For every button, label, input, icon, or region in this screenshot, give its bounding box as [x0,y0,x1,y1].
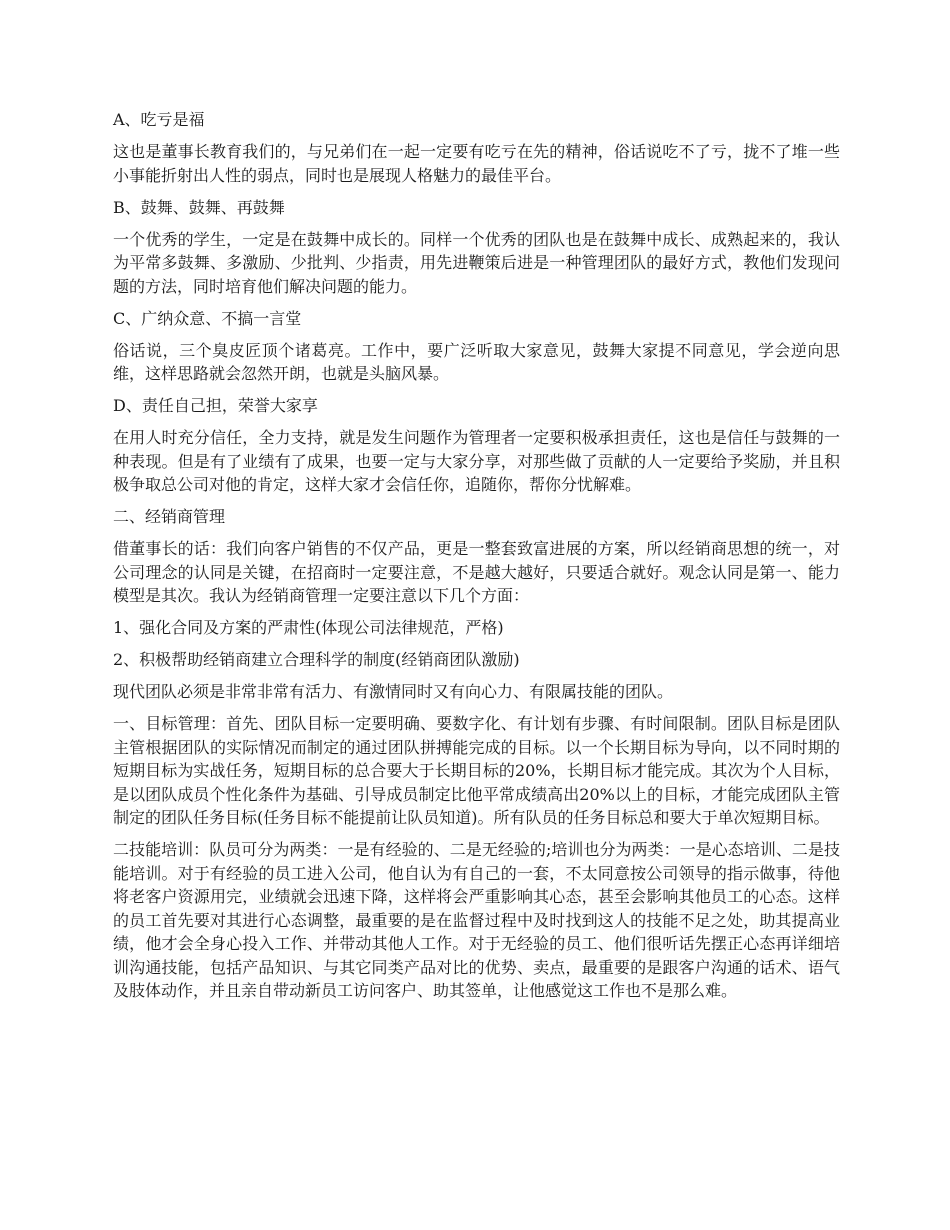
paragraph-b-body: 一个优秀的学生，一定是在鼓舞中成长的。同样一个优秀的团队也是在鼓舞中成长、成熟起来的，我认为平常多鼓舞、多激励、少批判、少指责，用先进鞭策后进是一种管理团队的最好方式，教他们发现问题的方法，同时培育他们解决问题的能力。 [113,229,840,296]
list-item-1: 1、强化合同及方案的严肃性(体现公司法律规范，严格) [113,618,504,637]
heading-a: A、吃亏是福 [113,110,205,129]
paragraph-goal-management: 一、目标管理：首先、团队目标一定要明确、要数字化、有计划有步骤、有时间限制。团队目标是团队主管根据团队的实际情况而制定的通过团队拼搏能完成的目标。以一个长期目标为导向，以不同时期的短期目标为实战任务，短期目标的总合要大于长期目标的20%，长期目标才能完成。其次为个人目标，是以团队成员个性化条件为基础、引导成员制定比他平常成绩高出20%以上的目标，才能完成团队主管制定的团队任务目标(任务目标不能提前让队员知道)。所有队员的任务目标总和要大于单次短期目标。 [113,714,840,827]
list-item-2: 2、积极帮助经销商建立合理科学的制度(经销商团队激励) [113,650,520,669]
section-heading-dealer-management: 二、经销商管理 [113,507,226,526]
paragraph-a-body: 这也是董事长教育我们的，与兄弟们在一起一定要有吃亏在先的精神，俗话说吃不了亏，拢不了堆一些小事能折射出人性的弱点，同时也是展现人格魅力的最佳平台。 [113,142,840,185]
paragraph-skill-training: 二技能培训：队员可分为两类：一是有经验的、二是无经验的;培训也分为两类：一是心态培训、二是技能培训。对于有经验的员工进入公司，他自认为有自己的一套，不太同意按公司领导的指示做事，待他将老客户资源用完，业绩就会迅速下降，这样将会严重影响其心态，甚至会影响其他员工的心态。这样的员工首先要对其进行心态调整，最重要的是在监督过程中及时找到这人的技能不足之处，助其提高业绩，他才会全身心投入工作、并带动其他人工作。对于无经验的员工、他们很听话先摆正心态再详细培训沟通技能，包括产品知识、与其它同类产品对比的优势、卖点，最重要的是跟客户沟通的话术、语气及肢体动作，并且亲自带动新员工访问客户、助其签单，让他感觉这工作也不是那么难。 [113,840,840,1000]
paragraph-modern-team: 现代团队必须是非常非常有活力、有激情同时又有向心力、有限属技能的团队。 [113,682,674,701]
heading-b: B、鼓舞、鼓舞、再鼓舞 [113,197,285,217]
heading-c: C、广纳众意、不搞一言堂 [113,308,302,328]
heading-d: D、责任自己担，荣誉大家享 [113,396,318,415]
paragraph-dealer-intro: 借董事长的话：我们向客户销售的不仅产品，更是一整套致富进展的方案，所以经销商思想的统一，对公司理念的认同是关键，在招商时一定要注意，不是越大越好，只要适合就好。观念认同是第一、能力模型是其次。我认为经销商管理一定要注意以下几个方面： [113,539,840,605]
document-page [113,108,840,1011]
paragraph-c-body: 俗话说，三个臭皮匠顶个诸葛亮。工作中，要广泛听取大家意见，鼓舞大家提不同意见，学会逆向思维，这样思路就会忽然开朗，也就是头脑风暴。 [113,340,840,383]
paragraph-d-body: 在用人时充分信任，全力支持，就是发生问题作为管理者一定要积极承担责任，这也是信任与鼓舞的一种表现。但是有了业绩有了成果，也要一定与大家分享，对那些做了贡献的人一定要给予奖励，并且积极争取总公司对他的肯定，这样大家才会信任你，追随你，帮你分忧解难。 [113,428,840,494]
